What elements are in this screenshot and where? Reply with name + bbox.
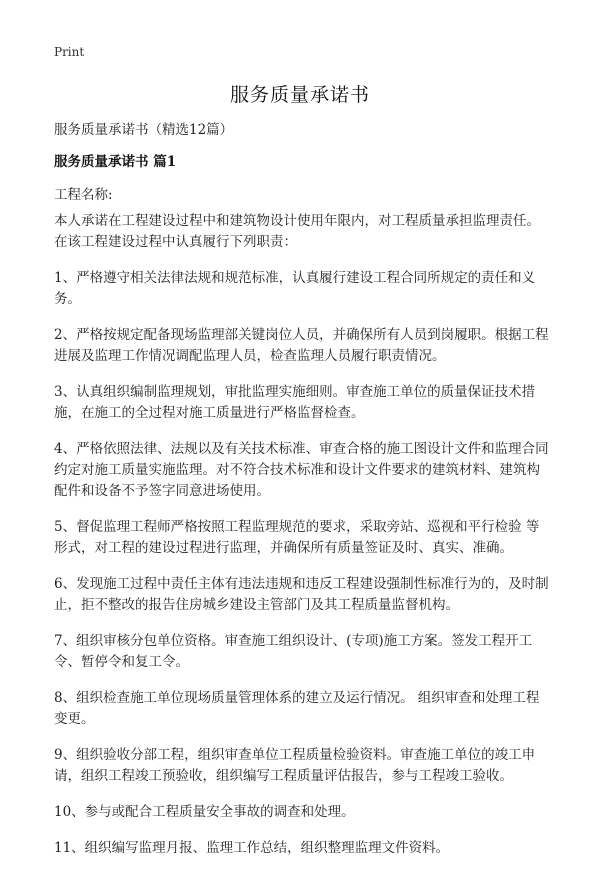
intro-paragraph: 本人承诺在工程建设过程中和建筑物设计使用年限内，对工程质量承担监理责任。在该工程建设过程中认真履行下列职责： <box>54 213 540 250</box>
document-subtitle: 服务质量承诺书（精选12篇） <box>54 122 234 138</box>
duty-item: 11、组织编写监理月报、监理工作总结，组织整理监理文件资料。 <box>54 840 450 856</box>
duty-item: 4、严格依照法律、法规以及有关技术标准、审查合格的施工图设计文件和监理合同约定对施工质量实施监理。对不符合技术标准和设计文件要求的建筑材料、建筑构配件和设备不予签字同意进场使用。 <box>54 441 549 499</box>
project-name-label: 工程名称: <box>54 187 113 203</box>
duty-item: 6、发现施工过程中责任主体有违法违规和违反工程建设强制性标准行为的，及时制止，拒不整改的报告住房城乡建设主管部门及其工程质量监督机构。 <box>54 576 549 613</box>
duty-item: 2、严格按规定配备现场监理部关键岗位人员，并确保所有人员到岗履职。根据工程进展及监理工作情况调配监理人员，检查监理人员履行职责情况。 <box>54 327 549 364</box>
section-heading: 服务质量承诺书 篇1 <box>54 154 177 170</box>
duty-item: 3、认真组织编制监理规划，审批监理实施细则。审查施工单位的质量保证技术措施，在施工的全过程对施工质量进行严格监督检查。 <box>54 384 536 421</box>
duty-item: 9、组织验收分部工程，组织审查单位工程质量检验资料。审查施工单位的竣工申请，组织工程竣工预验收，组织编写工程质量评估报告，参与工程竣工验收。 <box>54 747 536 784</box>
duty-item: 1、严格遵守相关法律法规和规范标准，认真履行建设工程合同所规定的责任和义务。 <box>54 270 536 307</box>
duty-item: 8、组织检查施工单位现场质量管理体系的建立及运行情况。 组织审查和处理工程变更。 <box>54 690 540 727</box>
duty-item: 7、组织审核分包单位资格。审查施工组织设计、(专项)施工方案。签发工程开工令、暂停令和复工令。 <box>54 633 533 670</box>
page-title: 服务质量承诺书 <box>229 84 370 106</box>
duty-item: 10、参与或配合工程质量安全事故的调查和处理。 <box>54 804 355 820</box>
body-text <box>54 211 550 874</box>
duty-item: 5、督促监理工程师严格按照工程监理规范的要求，采取旁站、巡视和平行检验 等形式，对工程的建设过程进行监理，并确保所有质量签证及时、真实、准确。 <box>54 519 540 556</box>
print-label[interactable]: Print <box>54 45 85 59</box>
